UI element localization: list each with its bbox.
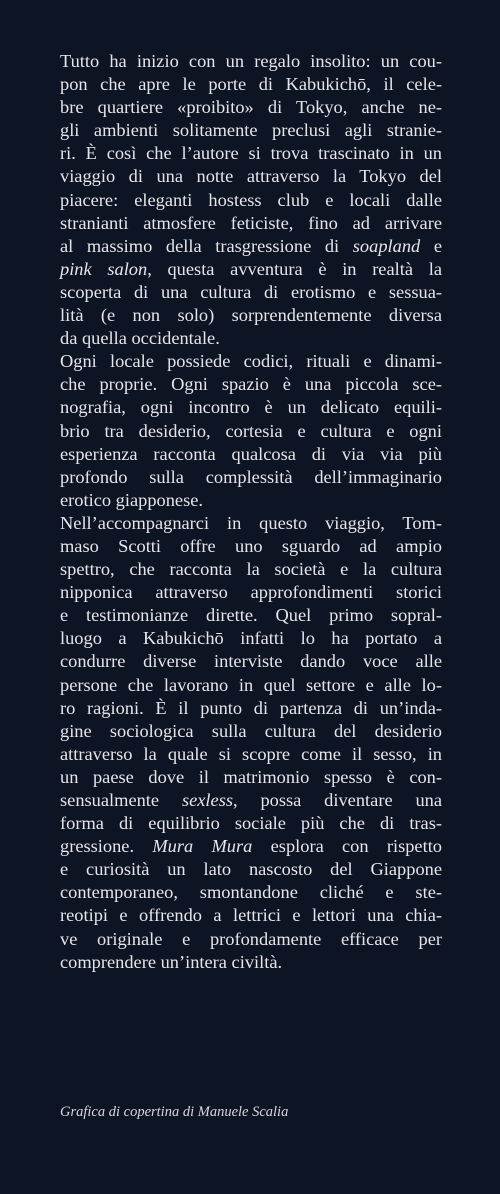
text-line	[60, 489, 442, 512]
text-line	[60, 396, 442, 419]
text-line	[60, 73, 442, 96]
text-line	[60, 119, 442, 142]
text-line	[60, 720, 442, 743]
text-run: , questa avventura è in realtà la	[147, 258, 442, 279]
text-line	[60, 50, 442, 73]
text-run: Ogni locale possiede codici, rituali e dinami-	[60, 351, 442, 372]
text-run: ro ragioni. È il punto di partenza di un’inda-	[60, 697, 442, 718]
text-line	[60, 627, 442, 650]
text-run: Tutto ha inizio con un regalo insolito: un cou-	[60, 51, 442, 71]
text-line	[60, 189, 442, 212]
text-run: sensualmente	[60, 790, 182, 810]
text-line	[60, 904, 442, 927]
italic-term: sexless	[181, 790, 234, 810]
text-run: ri. È così che l’autore si trova trascinato in un	[60, 143, 442, 164]
text-line	[60, 604, 442, 627]
text-run: persone che lavorano in quel settore e alle lo-	[60, 674, 442, 695]
text-line	[60, 420, 442, 443]
text-line	[60, 304, 442, 327]
text-line	[60, 812, 442, 835]
text-line	[60, 766, 442, 789]
text-line	[60, 581, 442, 604]
text-line	[60, 535, 442, 558]
blurb-paragraph	[60, 50, 442, 350]
text-line	[60, 650, 442, 673]
text-run: esperienza racconta qualcosa di via via più	[60, 443, 442, 464]
text-line	[60, 928, 442, 951]
text-line	[60, 96, 442, 119]
text-line	[60, 165, 442, 188]
text-run: forma di equilibrio sociale più che di tras-	[60, 813, 442, 834]
text-run: pon che apre le porte di Kabukichō, il cele-	[60, 74, 442, 95]
italic-term: Mura Mura	[152, 836, 253, 857]
text-run: brio tra desiderio, cortesia e cultura e ogni	[60, 420, 442, 441]
text-run: da quella occidentale.	[60, 328, 220, 349]
text-run: che proprie. Ogni spazio è una piccola sce-	[60, 374, 442, 395]
text-line	[60, 558, 442, 581]
text-line	[60, 373, 442, 396]
text-run: e testimonianze dirette. Quel primo sopral-	[60, 605, 442, 626]
text-line	[60, 281, 442, 304]
text-run: maso Scotti offre uno sguardo ad ampio	[60, 535, 442, 556]
text-run: gressione.	[60, 836, 153, 857]
text-line	[60, 142, 442, 165]
text-run: condurre diverse interviste dando voce alle	[60, 651, 442, 672]
text-line	[60, 697, 442, 720]
text-line	[60, 235, 442, 258]
text-run: erotico giapponese.	[60, 489, 203, 510]
text-line	[60, 881, 442, 904]
text-run: e	[420, 235, 442, 256]
blurb-paragraph	[60, 512, 442, 974]
text-run: e curiosità un lato nascosto del Giappone	[60, 859, 442, 880]
text-run: gine sociologica sulla cultura del desiderio	[60, 720, 442, 741]
text-run: spettro, che racconta la società e la cultura	[60, 559, 442, 580]
cover-credit: Grafica di copertina di Manuele Scalia	[60, 1104, 289, 1120]
text-line	[60, 835, 442, 858]
text-line	[60, 327, 442, 350]
text-run: bre quartiere «proibito» di Tokyo, anche ne-	[60, 97, 442, 118]
text-run: scoperta di una cultura di erotismo e sessua-	[60, 281, 442, 302]
text-run: stranianti atmosfere feticiste, fino ad arrivare	[60, 212, 442, 233]
text-line	[60, 674, 442, 697]
text-line	[60, 258, 442, 281]
italic-term: soapland	[352, 235, 421, 256]
text-run: un paese dove il matrimonio spesso è con-	[60, 766, 442, 787]
text-line	[60, 951, 442, 974]
italic-term: pink salon	[60, 258, 148, 279]
text-run: contemporaneo, smontandone cliché e ste-	[60, 882, 442, 903]
text-run: , possa diventare una	[233, 790, 443, 810]
text-run: attraverso la quale si scopre come il sesso, in	[60, 743, 442, 764]
text-line	[60, 212, 442, 235]
text-line	[60, 350, 442, 373]
text-line	[60, 743, 442, 766]
text-line	[60, 858, 442, 881]
blurb-text	[60, 50, 442, 974]
text-run: nipponica attraverso approfondimenti storici	[60, 582, 442, 603]
text-run: gli ambienti solitamente preclusi agli stranie-	[60, 120, 442, 141]
text-run: piacere: eleganti hostess club e locali dalle	[60, 189, 442, 210]
text-run: al massimo della trasgressione di	[60, 235, 353, 256]
text-run: viaggio di una notte attraverso la Tokyo del	[60, 166, 442, 187]
text-line	[60, 466, 442, 489]
blurb-paragraph	[60, 350, 442, 512]
text-run: luogo a Kabukichō infatti lo ha portato a	[60, 628, 442, 649]
text-run: ve originale e profondamente efficace per	[60, 928, 442, 949]
text-run: reotipi e offrendo a lettrici e lettori una chia-	[60, 905, 442, 926]
text-run: Nell’accompagnarci in questo viaggio, Tom-	[60, 512, 442, 533]
text-line	[60, 512, 442, 535]
text-line	[60, 443, 442, 466]
text-run: profondo sulla complessità dell’immaginario	[60, 466, 442, 487]
text-line	[60, 789, 442, 812]
text-run: esplora con rispetto	[252, 836, 443, 857]
text-run: nografia, ogni incontro è un delicato equili-	[60, 397, 442, 418]
text-run: comprendere un’intera civiltà.	[60, 951, 283, 972]
text-run: lità (e non solo) sorprendentemente diversa	[60, 305, 442, 326]
